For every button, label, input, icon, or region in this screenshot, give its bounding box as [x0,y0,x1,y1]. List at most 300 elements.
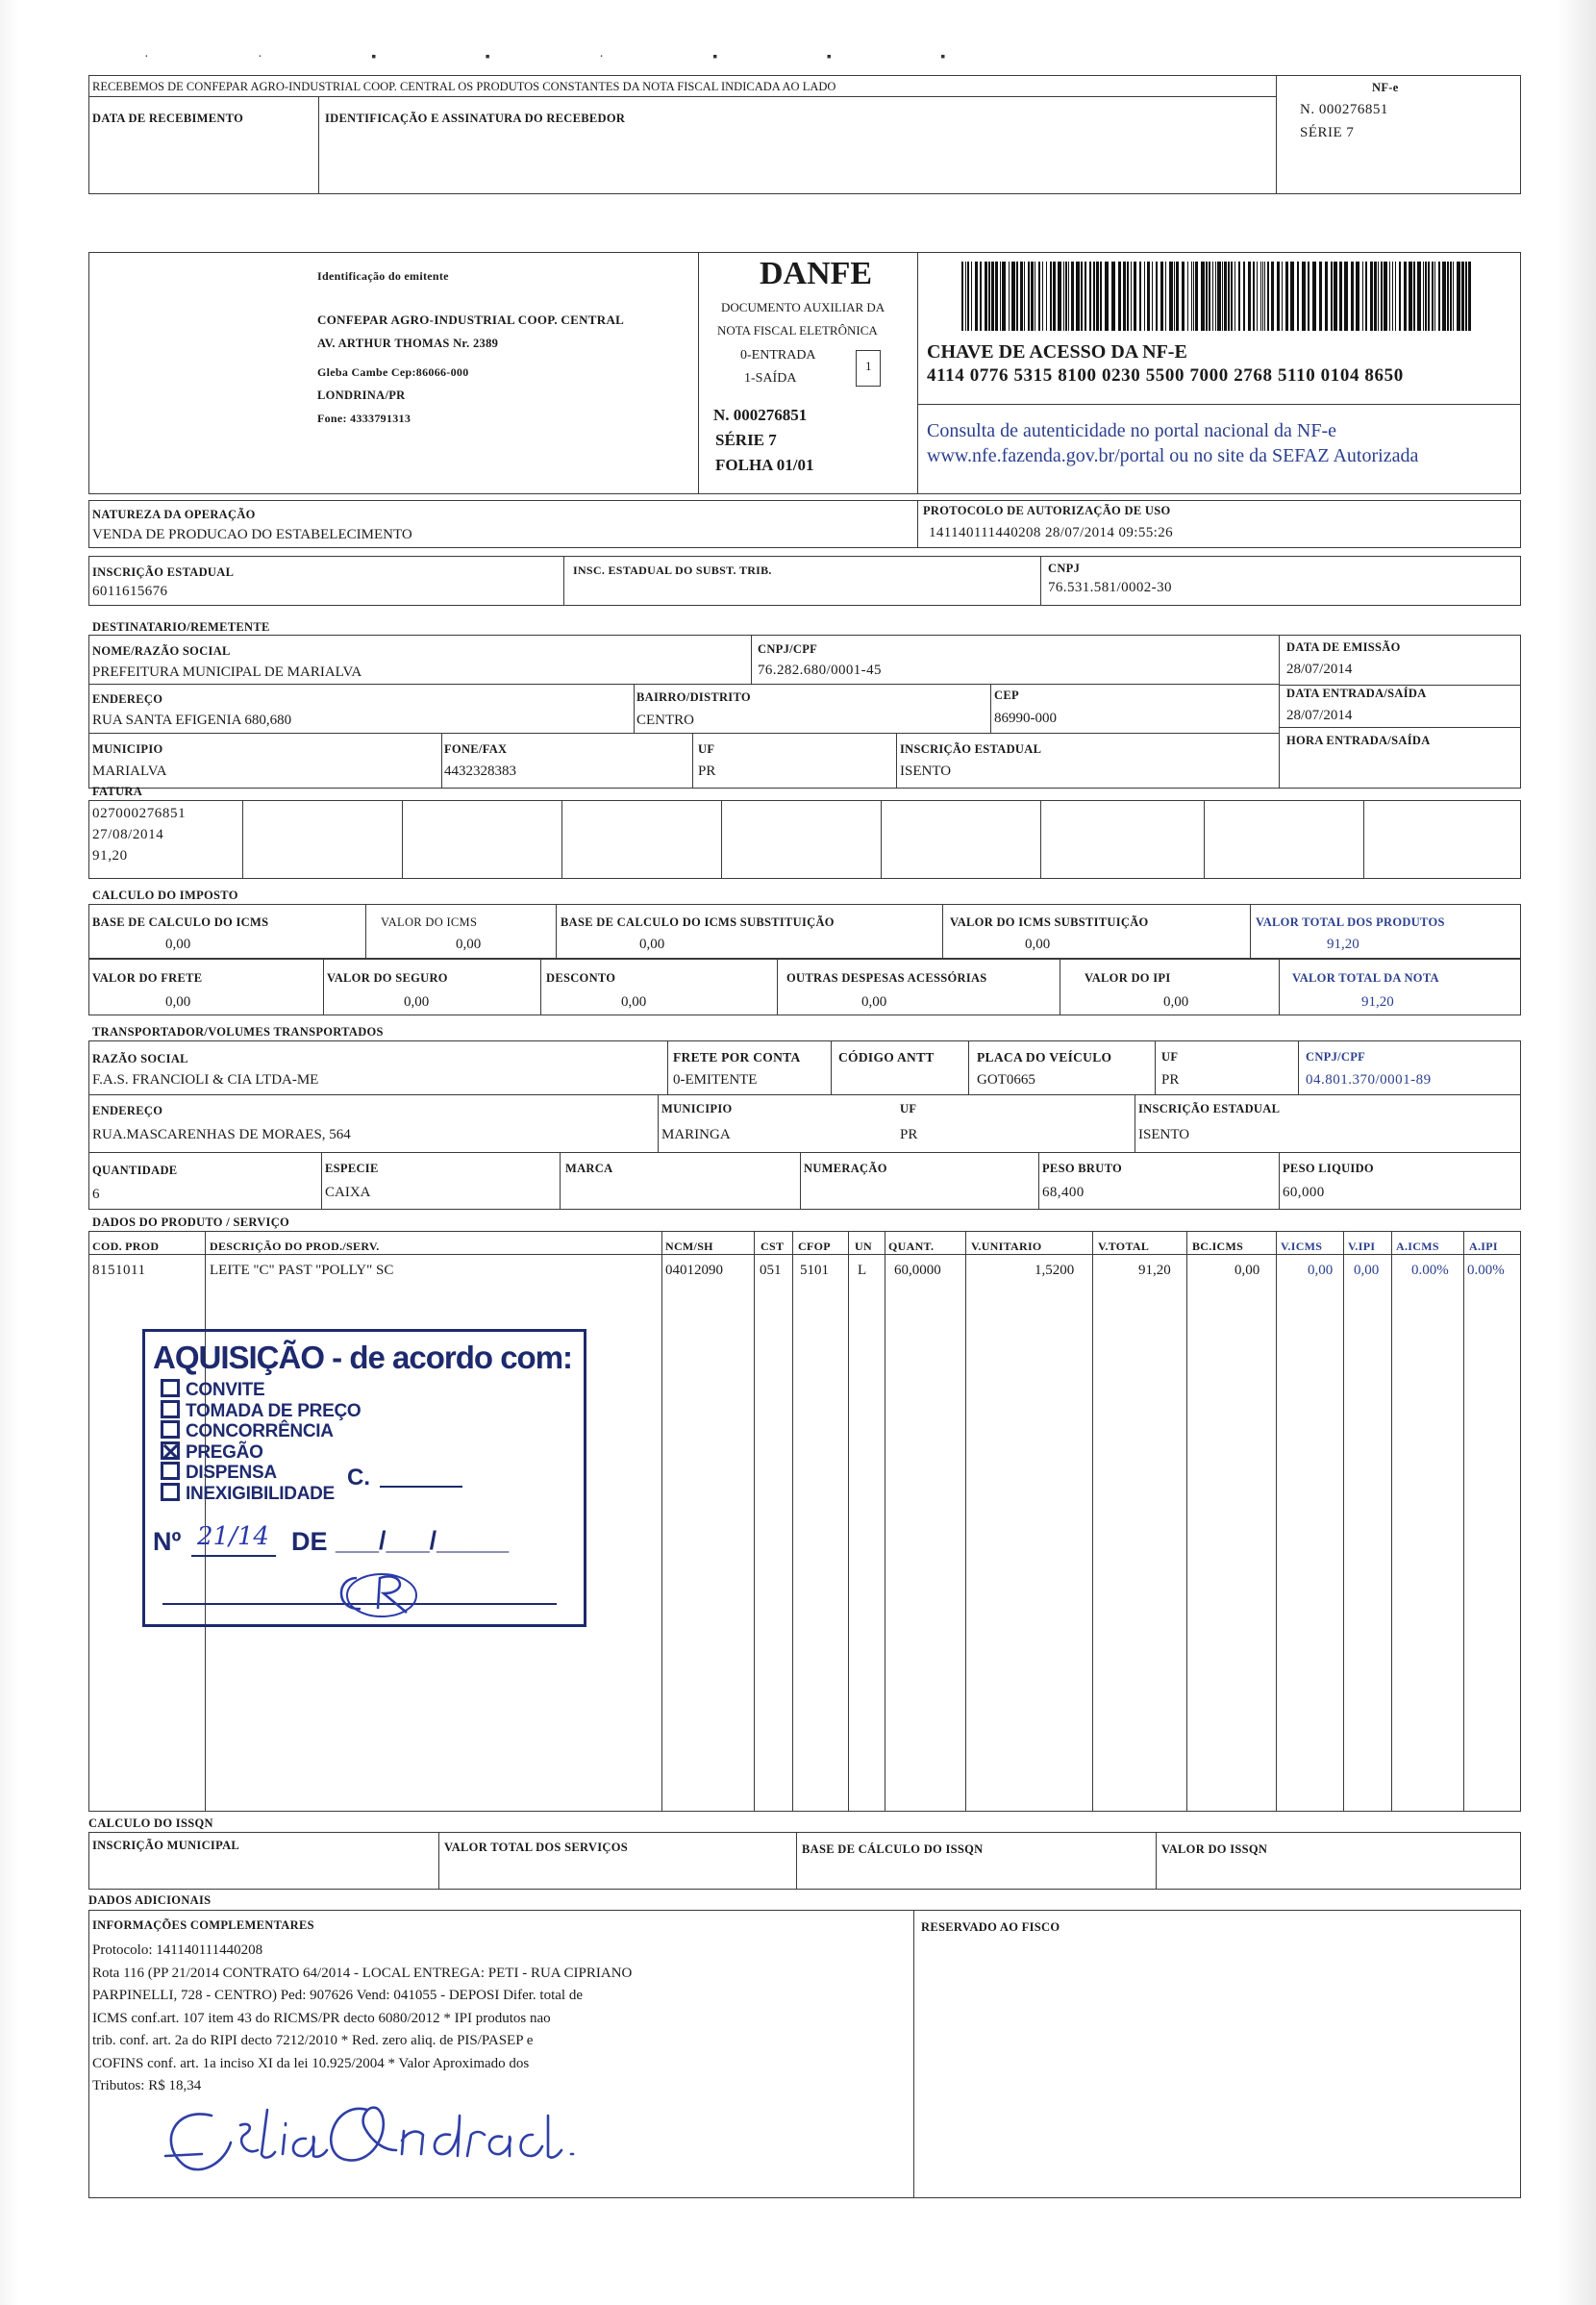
danfe-page: FOLHA 01/01 [715,456,814,474]
scan-marks: · · ▪ ▪ · ▪ ▪ ▪ [144,50,999,64]
net-weight-value: 60,000 [1283,1185,1325,1200]
col-quant: QUANT. [888,1240,935,1253]
consult-line-2: www.nfe.fazenda.gov.br/portal ou no site da SEFAZ Autorizada [927,445,1419,466]
danfe-subtitle-2: NOTA FISCAL ELETRÔNICA [717,323,878,338]
barcode-bar [1228,262,1230,331]
carrier-uf-value: PR [1161,1072,1180,1088]
recipient-cep-label: CEP [994,689,1019,702]
col-bc-icms: BC.ICMS [1192,1240,1244,1253]
carrier-address-value: RUA.MASCARENHAS DE MORAES, 564 [92,1127,351,1142]
issuer-name: CONFEPAR AGRO-INDUSTRIAL COOP. CENTRAL [317,313,625,327]
tax-icms-st-value: 0,00 [1025,937,1051,952]
col-ncm: NCM/SH [665,1240,713,1253]
ie-st-label: INSC. ESTADUAL DO SUBST. TRIB. [573,564,772,577]
tax-icms-value: 0,00 [456,937,482,952]
recipient-address-label: ENDEREÇO [92,692,163,706]
additional-info-line: Tributos: R$ 18,34 [92,2078,202,2093]
barcode-bar [1165,262,1166,331]
numbering-label: NUMERAÇÃO [804,1162,887,1175]
carrier-uf-label: UF [1161,1050,1179,1064]
barcode-bar [1339,262,1342,331]
barcode-bar [1447,262,1449,331]
barcode-bar [1206,262,1208,331]
registration-row [88,556,1521,606]
barcode-bar [1290,262,1294,331]
barcode-bar [1081,262,1083,331]
barcode-bar [1234,262,1235,331]
tax-freight-value: 0,00 [165,994,191,1010]
barcode-bar [1319,262,1322,331]
barcode-bar [1191,262,1192,331]
stamp-initials-mark [328,1565,434,1620]
empty-box-icon [161,1400,180,1418]
barcode-bar [1176,262,1179,331]
barcode-bar [1351,262,1354,331]
col-v-icms: V.ICMS [1281,1240,1323,1253]
recipient-phone-label: FONE/FAX [444,742,508,756]
issqn-row [88,1832,1521,1890]
barcode-bar [1201,262,1205,331]
additional-info-line: ICMS conf.art. 107 item 43 do RICMS/PR decto 6080/2012 * IPI produtos nao [92,2010,551,2026]
issuer-address: AV. ARTHUR THOMAS Nr. 2389 [317,337,499,350]
col-a-icms: A.ICMS [1396,1240,1439,1253]
barcode-bar [1423,262,1424,331]
row-quant: 60,0000 [894,1263,941,1278]
barcode-bar [1374,262,1377,331]
barcode-bar [1111,262,1115,331]
stamp-number-line [191,1555,276,1557]
empty-box-icon [161,1420,180,1439]
barcode-bar [1016,262,1018,331]
barcode-bar [1131,262,1132,331]
barcode-bar [1100,262,1102,331]
barcode-bar [1011,262,1015,331]
tax-icms-label: VALOR DO ICMS [381,915,478,929]
stamp-option-label: PREGÃO [186,1441,263,1463]
additional-info-line: Rota 116 (PP 21/2014 CONTRATO 64/2014 - LOCAL ENTREGA: PETI - RUA CIPRIANO [92,1965,633,1981]
barcode-bar [1085,262,1086,331]
barcode-bar [1009,262,1010,331]
barcode-bar [1267,262,1269,331]
protocol-label: PROTOCOLO DE AUTORIZAÇÃO DE USO [923,504,1171,517]
invoice-due-date: 27/08/2014 [92,827,164,842]
species-value: CAIXA [325,1185,371,1200]
barcode-bar [1282,262,1283,331]
plate-value: GOT0665 [977,1072,1035,1088]
access-key-value: 4114 0776 5315 8100 0230 5500 7000 2768 5110 0104 8650 [927,365,1404,386]
issuer-label: Identificação do emitente [317,269,449,283]
barcode-bar [1160,262,1163,331]
barcode-bar [1028,262,1030,331]
barcode-bar [1193,262,1194,331]
tax-base-icms-st-label: BASE DE CALCULO DO ICMS SUBSTITUIÇÃO [561,915,835,929]
barcode-bar [1356,262,1359,331]
additional-info-text [92,1940,632,2098]
carrier-uf2-value: PR [900,1127,918,1142]
danfe-title: DANFE [760,256,873,291]
carrier-name-label: RAZÃO SOCIAL [92,1052,188,1065]
issqn-services-label: VALOR TOTAL DOS SERVIÇOS [444,1841,628,1854]
acquisition-stamp [142,1329,586,1627]
cnpj-label: CNPJ [1048,562,1081,575]
barcode-bar [1024,262,1025,331]
stamp-number-value: 21/14 [197,1522,269,1551]
barcode-bar [1243,262,1245,331]
row-un: L [858,1263,867,1278]
barcode-bar [1058,262,1061,331]
col-cst: CST [761,1240,785,1253]
barcode-bar [1118,262,1121,331]
barcode-bar [1453,262,1454,331]
ie-value: 6011615676 [92,584,168,599]
barcode-bar [1312,262,1316,331]
barcode-bar [1438,262,1440,331]
barcode-bar [1465,262,1467,331]
barcode-bar [995,262,998,331]
barcode-bar [1139,262,1141,331]
recipient-cnpj-label: CNPJ/CPF [758,642,818,656]
additional-info-line: Protocolo: 141140111440208 [92,1942,263,1958]
receipt-date-label: DATA DE RECEBIMENTO [92,112,244,125]
barcode-bar [1413,262,1415,331]
barcode-bar [991,262,994,331]
additional-info-line: PARPINELLI, 728 - CENTRO) Ped: 907626 Vend: 041055 - DEPOSI Difer. total de [92,1988,583,2003]
stamp-date-prefix: DE [291,1527,328,1556]
recipient-ie-value: ISENTO [900,764,952,779]
recipient-uf-label: UF [698,742,715,756]
danfe-subtitle-1: DOCUMENTO AUXILIAR DA [721,300,885,314]
carrier-cnpj-value: 04.801.370/0001-89 [1306,1072,1432,1088]
danfe-exit: 1-SAÍDA [744,371,797,386]
barcode-bar [965,262,966,331]
barcode-bar [1461,262,1464,331]
barcode-bar [1156,262,1158,331]
barcode-bar [1105,262,1109,331]
brand-label: MARCA [565,1162,613,1175]
barcode-bar [1063,262,1064,331]
barcode-bar [1144,262,1145,331]
nature-value: VENDA DE PRODUCAO DO ESTABELECIMENTO [92,527,412,542]
stamp-title: AQUISIÇÃO - de acordo com: [153,1340,573,1375]
barcode-bar [1053,262,1056,331]
tax-base-icms-st-value: 0,00 [639,937,665,952]
receipt-signature-label: IDENTIFICAÇÃO E ASSINATURA DO RECEBEDOR [325,112,626,125]
barcode-bar [1392,262,1393,331]
barcode-bar [1262,262,1263,331]
barcode-bar [1409,262,1412,331]
barcode-bar [1174,262,1175,331]
barcode-bar [1123,262,1126,331]
issuer-phone: Fone: 4333791313 [317,412,411,425]
carrier-cnpj-label: CNPJ/CPF [1306,1050,1366,1064]
barcode-bar [1089,262,1091,331]
col-description: DESCRIÇÃO DO PROD./SERV. [210,1240,380,1253]
recipient-name-label: NOME/RAZÃO SOCIAL [92,644,231,658]
receipt-number: N. 000276851 [1300,102,1388,117]
barcode-bar [1399,262,1401,331]
barcode-bar [1248,262,1251,331]
barcode-bar [1381,262,1383,331]
nature-label: NATUREZA DA OPERAÇÃO [92,508,256,521]
tax-row-1 [88,904,1521,959]
row-cod-prod: 8151011 [92,1263,146,1278]
barcode-bar [961,262,963,331]
col-unit-value: V.UNITARIO [971,1240,1042,1253]
barcode-bar [971,262,972,331]
receipt-series: SÉRIE 7 [1300,125,1355,140]
entry-exit-label: DATA ENTRADA/SAÍDA [1286,687,1427,700]
empty-box-icon [161,1379,180,1397]
row-v-icms: 0,00 [1308,1263,1334,1278]
consult-line-1: Consulta de autenticidade no portal nacional da NF-e [927,420,1336,441]
barcode-bar [1209,262,1210,331]
freight-value: 0-EMITENTE [673,1072,758,1088]
row-description: LEITE "C" PAST "POLLY" SC [210,1263,394,1278]
danfe-series: SÉRIE 7 [715,431,777,449]
net-weight-label: PESO LIQUIDO [1283,1162,1374,1175]
barcode-bar [1050,262,1052,331]
barcode-bar [1212,262,1213,331]
recipient-address-value: RUA SANTA EFIGENIA 680,680 [92,713,292,728]
barcode-bar [1217,262,1221,331]
quantity-label: QUANTIDADE [92,1164,178,1177]
stamp-option [161,1442,361,1464]
row-a-ipi: 0.00% [1467,1263,1505,1278]
barcode-bar [1271,262,1274,331]
stamp-option [161,1484,361,1505]
barcode-bar [1389,262,1390,331]
issqn-base-label: BASE DE CÁLCULO DO ISSQN [802,1842,984,1856]
barcode-bar [1432,262,1434,331]
receipt-notice: RECEBEMOS DE CONFEPAR AGRO-INDUSTRIAL COOP. CENTRAL OS PRODUTOS CONSTANTES DA NOTA FISCAL INDICADA AO LADO [92,80,836,93]
gross-weight-label: PESO BRUTO [1042,1162,1122,1175]
tax-icms-st-label: VALOR DO ICMS SUBSTITUIÇÃO [950,915,1149,929]
barcode-bar [1297,262,1299,331]
carrier-uf2-label: UF [900,1102,917,1115]
stamp-options [161,1380,361,1504]
col-cod-prod: COD. PROD [92,1240,160,1253]
recipient-district-label: BAIRRO/DISTRITO [636,690,751,704]
barcode-bar [1285,262,1288,331]
carrier-city-label: MUNICIPIO [661,1102,733,1115]
barcode-bar [1370,262,1373,331]
issqn-municipal-label: INSCRIÇÃO MUNICIPAL [92,1839,240,1852]
barcode-bar [1002,262,1006,331]
row-a-icms: 0.00% [1411,1263,1449,1278]
recipient-ie-label: INSCRIÇÃO ESTADUAL [900,742,1042,756]
entry-exit-value: 28/07/2014 [1286,708,1353,723]
barcode-bar [1182,262,1185,331]
tax-total-products-value: 91,20 [1327,937,1359,952]
recipient-section: DESTINATARIO/REMETENTE [92,620,270,634]
barcode-bar [1065,262,1067,331]
reserved-label: RESERVADO AO FISCO [921,1920,1060,1934]
stamp-number-prefix: Nº [153,1527,182,1556]
tax-row-2 [88,959,1521,1015]
stamp-option-label: CONVITE [186,1380,265,1400]
row-unit-value: 1,5200 [1035,1263,1075,1278]
tax-ipi-label: VALOR DO IPI [1085,971,1171,985]
transport-section: TRANSPORTADOR/VOLUMES TRANSPORTADOS [92,1025,384,1039]
species-label: ESPECIE [325,1162,379,1175]
barcode-bar [1253,262,1255,331]
barcode-bar [1334,262,1337,331]
barcode-bar [1093,262,1095,331]
handwritten-signature [144,2087,577,2192]
barcode-bar [1264,262,1265,331]
barcode-bar [1169,262,1173,331]
barcode-bar [1325,262,1328,331]
barcode-bar [967,262,969,331]
barcode-bar [1068,262,1069,331]
barcode-bar [1308,262,1309,331]
barcode-bar [975,262,978,331]
access-key-label: CHAVE DE ACESSO DA NF-E [927,341,1187,363]
barcode-bar [1127,262,1129,331]
danfe-number: N. 000276851 [713,406,808,424]
invoice-section: FATURA [92,785,143,798]
invoice-amount: 91,20 [92,848,128,864]
recipient-name-value: PREFEITURA MUNICIPAL DE MARIALVA [92,664,362,680]
col-a-ipi: A.IPI [1469,1240,1498,1253]
barcode-bar [1344,262,1348,331]
tax-insurance-label: VALOR DO SEGURO [327,971,448,985]
carrier-ie-label: INSCRIÇÃO ESTADUAL [1138,1102,1281,1115]
issqn-section: CALCULO DO ISSQN [88,1816,213,1830]
barcode-bar [1238,262,1240,331]
barcode-bar [1000,262,1001,331]
stamp-option-label: INEXIGIBILIDADE [186,1483,335,1504]
recipient-cep-value: 86990-000 [994,711,1057,726]
barcode-bar [1442,262,1446,331]
barcode-bar [1071,262,1074,331]
row-cfop: 5101 [800,1263,829,1278]
barcode-bar [1020,262,1023,331]
col-un: UN [855,1240,872,1253]
invoice-number: 027000276851 [92,806,187,821]
emission-label: DATA DE EMISSÃO [1286,640,1401,654]
recipient-city-value: MARIALVA [92,764,167,779]
tax-insurance-value: 0,00 [404,994,430,1010]
emission-value: 28/07/2014 [1286,662,1353,677]
additional-info-line: trib. conf. art. 2a do RIPI decto 7212/2010 * Red. zero aliq. de PIS/PASEP e [92,2033,534,2048]
barcode-bar [1434,262,1435,331]
additional-info-label: INFORMAÇÕES COMPLEMENTARES [92,1918,314,1932]
stamp-option [161,1463,361,1484]
barcode-bar [1257,262,1258,331]
tax-base-icms-value: 0,00 [165,937,191,952]
barcode-bar [980,262,982,331]
issqn-value-label: VALOR DO ISSQN [1161,1842,1268,1856]
invoice-block [88,800,1521,879]
barcode-bar [1147,262,1150,331]
barcode-bar [1417,262,1421,331]
carrier-address-label: ENDEREÇO [92,1104,163,1117]
col-cfop: CFOP [798,1240,831,1253]
row-v-ipi: 0,00 [1354,1263,1380,1278]
barcode-bar [1215,262,1216,331]
barcode-bar [1260,262,1261,331]
stamp-c-label: C. [347,1465,370,1491]
row-total: 91,20 [1138,1263,1171,1278]
col-total: V.TOTAL [1098,1240,1150,1253]
stamp-date-blank: ___/___/_____ [336,1526,510,1555]
freight-label: FRETE POR CONTA [673,1050,801,1065]
recipient-phone-value: 4432328383 [444,764,516,779]
barcode-bar [1046,262,1047,331]
stamp-c-line [380,1486,462,1488]
row-ncm: 04012090 [665,1263,723,1278]
barcode-bar [1457,262,1460,331]
recipient-city-label: MUNICIPIO [92,742,163,756]
stamp-option-label: TOMADA DE PREÇO [186,1400,362,1421]
barcode-bar [1222,262,1223,331]
tax-ipi-value: 0,00 [1163,994,1189,1010]
row-cst: 051 [760,1263,782,1278]
barcode-bar [1031,262,1034,331]
carrier-city-value: MARINGA [661,1127,731,1142]
tax-other-value: 0,00 [861,994,887,1010]
recipient-district-value: CENTRO [636,713,694,728]
antt-label: CÓDIGO ANTT [838,1050,935,1065]
barcode [961,262,1473,331]
row-bc-icms: 0,00 [1234,1263,1260,1278]
tax-discount-value: 0,00 [621,994,647,1010]
tax-other-label: OUTRAS DESPESAS ACESSÓRIAS [786,971,987,985]
tax-total-products-label: VALOR TOTAL DOS PRODUTOS [1256,915,1445,929]
stamp-option-label: DISPENSA [186,1463,277,1483]
barcode-bar [1195,262,1198,331]
stamp-option-label: CONCORRÊNCIA [186,1421,334,1441]
issuer-district: Gleba Cambe Cep:86066-000 [317,365,469,379]
barcode-bar [1224,262,1227,331]
plate-label: PLACA DO VEÍCULO [977,1050,1112,1065]
tax-base-icms-label: BASE DE CALCULO DO ICMS [92,915,269,929]
barcode-bar [1365,262,1367,331]
barcode-bar [988,262,990,331]
barcode-bar [1362,262,1363,331]
recipient-cnpj-value: 76.282.680/0001-45 [758,663,882,678]
tax-discount-label: DESCONTO [546,971,616,985]
barcode-bar [1187,262,1188,331]
stamp-option [161,1380,361,1401]
quantity-value: 6 [92,1187,100,1202]
barcode-bar [1404,262,1407,331]
carrier-ie-value: ISENTO [1138,1127,1190,1142]
barcode-bar [1331,262,1333,331]
stamp-option [161,1401,361,1422]
tax-section: CALCULO DO IMPOSTO [92,889,238,902]
barcode-bar [1450,262,1452,331]
barcode-bar [1425,262,1427,331]
barcode-bar [1395,262,1396,331]
tax-total-note-value: 91,20 [1361,994,1394,1010]
barcode-bar [1428,262,1430,331]
barcode-bar [1378,262,1379,331]
empty-box-icon [161,1483,180,1501]
barcode-bar [1468,262,1471,331]
ie-label: INSCRIÇÃO ESTADUAL [92,565,235,579]
stamp-option [161,1421,361,1442]
barcode-bar [1076,262,1080,331]
barcode-bar [985,262,987,331]
products-section: DADOS DO PRODUTO / SERVIÇO [92,1215,290,1229]
danfe-type-value: 1 [865,359,872,373]
barcode-bar [1302,262,1306,331]
checked-box-icon [161,1441,180,1460]
danfe-entry: 0-ENTRADA [740,348,816,363]
protocol-value: 141140111440208 28/07/2014 09:55:26 [929,525,1173,540]
